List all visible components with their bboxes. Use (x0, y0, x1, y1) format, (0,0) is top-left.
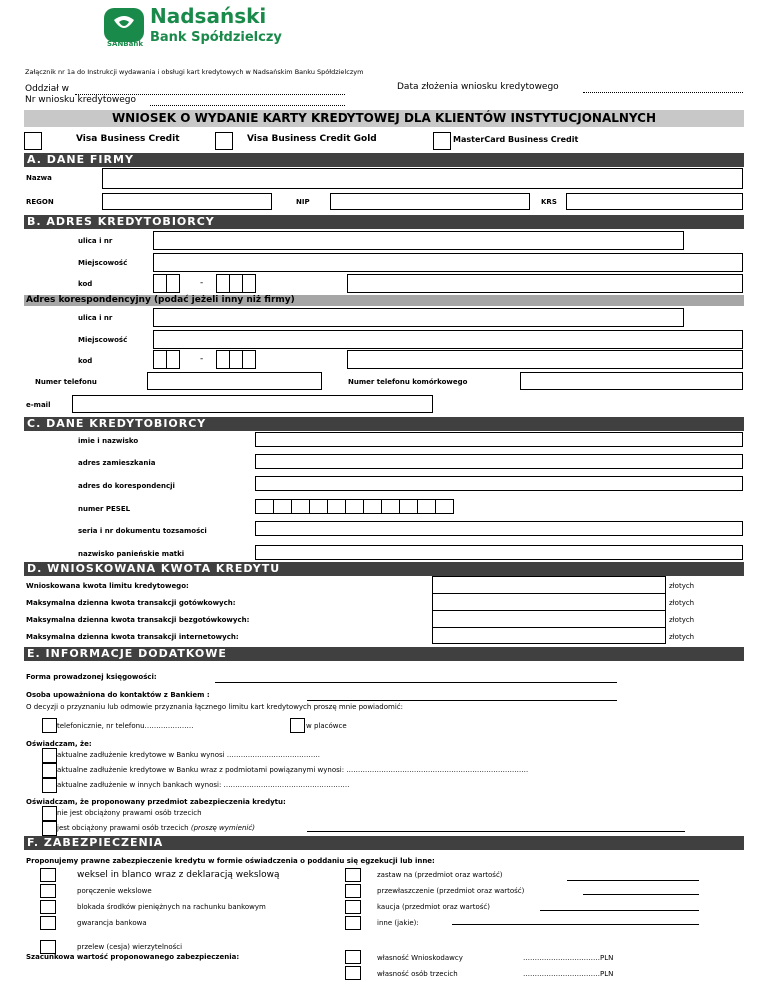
contact-person-field[interactable] (307, 700, 617, 701)
contact-person-label: Osoba upoważniona do kontaktów z Bankiem : (26, 691, 210, 699)
postal-code-digit[interactable] (229, 274, 243, 293)
collateral-checkbox-l4[interactable] (40, 916, 56, 930)
phone-input[interactable] (147, 372, 322, 390)
logo-caption: SANBank (106, 40, 143, 48)
number-label: Nr wniosku kredytowego (25, 95, 136, 105)
nip-label: NIP (296, 198, 310, 206)
internet-limit-unit: złotych (669, 633, 695, 641)
postal-code-digit[interactable] (216, 274, 230, 293)
credit-limit-label: Wnioskowana kwota limitu kredytowego: (26, 582, 189, 590)
pesel-digit[interactable] (345, 499, 364, 514)
corr-postal-code-digit[interactable] (229, 350, 243, 369)
declare-item-2: aktualne zadłużenie kredytowe w Banku wraz z podmiotami powiązanymi wynosi: …………………………………………………………………… (57, 766, 529, 774)
cash-limit-label: Maksymalna dzienna kwota transakcji gotówkowych: (26, 599, 236, 607)
number-field[interactable] (150, 105, 345, 106)
section-f-header: F. ZABEZPIECZENIA (24, 836, 744, 850)
declare-checkbox-1[interactable] (42, 748, 57, 763)
accounting-label: Forma prowadzonej księgowości: (26, 673, 157, 681)
corr-postal-code-digit[interactable] (166, 350, 180, 369)
cession-label: przelew (cesja) wierzytelności (77, 943, 183, 951)
collateral-checkbox-cession[interactable] (40, 940, 56, 954)
collateral-checkbox-l1[interactable] (40, 868, 56, 882)
owner-checkbox-2[interactable] (345, 966, 361, 980)
collateral-right-4: inne (jakie): (377, 919, 419, 927)
cashless-limit-unit: złotych (669, 616, 695, 624)
name-label: Nazwa (26, 174, 52, 182)
corr-city-input[interactable] (153, 330, 743, 349)
postal-code-digit[interactable] (153, 274, 167, 293)
corr-postal-code-dash: - (200, 354, 204, 364)
declare-checkbox-3[interactable] (42, 778, 57, 793)
mobile-input[interactable] (520, 372, 743, 390)
owner-third-party-value[interactable]: ……………………………PLN (523, 970, 614, 978)
collateral-intro: Proponujemy prawne zabezpieczenie kredytu w formie oświadczenia o poddaniu się egzekucji lub inne: (26, 857, 435, 865)
pesel-digit[interactable] (399, 499, 418, 514)
phone-label: Numer telefonu (35, 378, 97, 386)
security-label: Oświadczam, że proponowany przedmiot zabezpieczenia kredytu: (26, 798, 286, 806)
full-name-input[interactable] (255, 432, 743, 447)
code-label: kod (78, 280, 93, 288)
email-label: e-mail (26, 401, 51, 409)
card-type-label-1: Visa Business Credit (76, 134, 180, 144)
collateral-right-1: zastaw na (przedmiot oraz wartość) (377, 871, 503, 879)
home-address-input[interactable] (255, 454, 743, 469)
corr-postal-code-digit[interactable] (153, 350, 167, 369)
email-input[interactable] (72, 395, 433, 413)
pesel-digit[interactable] (381, 499, 400, 514)
mother-maiden-name-label: nazwisko panieńskie matki (78, 550, 185, 558)
corr-postal-code-digit[interactable] (242, 350, 256, 369)
collateral-left-2: poręczenie wekslowe (77, 887, 152, 895)
correspondence-address-header: Adres korespondencyjny (podać jeżeli inny niż firmy) (24, 295, 744, 306)
postal-code-dash: - (200, 278, 204, 288)
estimate-label: Szacunkowa wartość proponowanego zabezpieczenia: (26, 953, 240, 961)
owner-applicant-value[interactable]: ……………………………PLN (523, 954, 614, 962)
declare-label: Oświadczam, że: (26, 740, 92, 748)
security-item-2-text: jest obciążony prawami osób trzecich (57, 824, 189, 832)
collateral-left-4: gwarancja bankowa (77, 919, 147, 927)
internet-limit-label: Maksymalna dzienna kwota transakcji internetowych: (26, 633, 239, 641)
collateral-right-4-field[interactable] (452, 924, 699, 925)
notify-branch-label: w placówce (306, 722, 347, 730)
corr-street-input[interactable] (153, 308, 684, 327)
mobile-label: Numer telefonu komórkowego (348, 378, 468, 386)
cashless-limit-label: Maksymalna dzienna kwota transakcji bezgotówkowych: (26, 616, 250, 624)
date-field[interactable] (583, 92, 743, 93)
security-checkbox-2[interactable] (42, 821, 57, 836)
notify-text: O decyzji o przyznaniu lub odmowie przyznania łącznego limitu kart kredytowych proszę mnie powiadomić: (26, 703, 403, 711)
pesel-digit[interactable] (417, 499, 436, 514)
city-input[interactable] (153, 253, 743, 272)
home-address-label: adres zamieszkania (78, 459, 156, 467)
form-title-text: WNIOSEK O WYDANIE KARTY KREDYTOWEJ DLA KLIENTÓW INSTYTUCJONALNYCH (111, 111, 657, 125)
security-details-field[interactable] (307, 831, 685, 832)
krs-input[interactable] (566, 193, 743, 210)
section-c-header: C. DANE KREDYTOBIORCY (24, 417, 744, 431)
card-type-label-3: MasterCard Business Credit (453, 135, 579, 144)
pesel-label: numer PESEL (78, 505, 131, 513)
street-label: ulica i nr (78, 237, 113, 245)
attachment-note: Załącznik nr 1a do Instrukcji wydawania i obsługi kart kredytowych w Nadsańskim Banku Spółdzielczym (25, 68, 364, 76)
section-b-header: B. ADRES KREDYTOBIORCY (24, 215, 744, 229)
owner-third-party-label: własność osób trzecich (377, 970, 458, 978)
mother-maiden-name-input[interactable] (255, 545, 743, 560)
nip-input[interactable] (330, 193, 530, 210)
branch-label: Oddział w (25, 84, 70, 94)
credit-limit-unit: złotych (669, 582, 695, 590)
full-name-label: imie i nazwisko (78, 437, 139, 445)
postal-code-digit[interactable] (166, 274, 180, 293)
collateral-left-3: blokada środków pieniężnych na rachunku bankowym (77, 903, 266, 911)
collateral-checkbox-l2[interactable] (40, 884, 56, 898)
declare-item-1: aktualne zadłużenie kredytowe w Banku wynosi …………………………………. (57, 751, 321, 759)
card-type-checkbox-1[interactable] (24, 132, 42, 150)
company-name-input[interactable] (102, 168, 743, 189)
regon-label: REGON (26, 198, 54, 206)
collateral-right-2-field[interactable] (583, 894, 699, 895)
owner-applicant-label: własność Wnioskodawcy (377, 954, 463, 962)
owner-checkbox-1[interactable] (345, 950, 361, 964)
security-item-2 (57, 824, 255, 832)
pesel-digit[interactable] (273, 499, 292, 514)
collateral-checkbox-l3[interactable] (40, 900, 56, 914)
card-type-label-2: Visa Business Credit Gold (247, 134, 377, 144)
id-document-label: seria i nr dokumentu tozsamości (78, 527, 207, 535)
pesel-digit[interactable] (291, 499, 310, 514)
corr-address-label: adres do korespondencji (78, 482, 175, 490)
pesel-digit[interactable] (327, 499, 346, 514)
postal-code-digit[interactable] (242, 274, 256, 293)
corr-post-office-input[interactable] (347, 350, 743, 369)
section-a-header: A. DANE FIRMY (24, 153, 744, 167)
cash-limit-unit: złotych (669, 599, 695, 607)
pesel-digit[interactable] (363, 499, 382, 514)
accounting-field[interactable] (215, 682, 617, 683)
notify-branch-checkbox[interactable] (290, 718, 305, 733)
declare-checkbox-2[interactable] (42, 763, 57, 778)
date-label: Data złożenia wniosku kredytowego (397, 82, 559, 92)
pesel-digit[interactable] (435, 499, 454, 514)
collateral-checkbox-r4[interactable] (345, 916, 361, 930)
corr-address-input[interactable] (255, 476, 743, 491)
security-item-1: nie jest obciążony prawami osób trzecich (57, 809, 202, 817)
pesel-input[interactable] (255, 499, 455, 514)
collateral-checkbox-r2[interactable] (345, 884, 361, 898)
collateral-right-3-field[interactable] (540, 910, 699, 911)
card-type-checkbox-2[interactable] (215, 132, 233, 150)
notify-phone-label: telefonicznie, nr telefonu………………… (57, 722, 194, 730)
id-document-input[interactable] (255, 521, 743, 536)
security-item-2-note: (proszę wymienić) (190, 824, 255, 832)
post-office-input[interactable] (347, 274, 743, 293)
corr-street-label: ulica i nr (78, 314, 113, 322)
collateral-checkbox-r3[interactable] (345, 900, 361, 914)
collateral-right-3: kaucja (przedmiot oraz wartość) (377, 903, 490, 911)
regon-input[interactable] (102, 193, 272, 210)
street-input[interactable] (153, 231, 684, 250)
corr-postal-code-digit[interactable] (216, 350, 230, 369)
corr-code-label: kod (78, 357, 93, 365)
declare-item-3: aktualne zadłużenie w innych bankach wynosi: ……………………………………………… (57, 781, 350, 789)
bank-name-line2: Bank Spółdzielczy (150, 30, 282, 45)
form-title (24, 110, 744, 127)
city-label: Miejscowość (78, 259, 128, 267)
pesel-digit[interactable] (255, 499, 274, 514)
collateral-checkbox-r1[interactable] (345, 868, 361, 882)
krs-label: KRS (541, 198, 557, 206)
bank-name-line1: Nadsański (150, 4, 267, 28)
card-type-checkbox-3[interactable] (433, 132, 451, 150)
corr-city-label: Miejscowość (78, 336, 128, 344)
security-checkbox-1[interactable] (42, 806, 57, 821)
collateral-right-1-field[interactable] (567, 880, 699, 881)
section-e-header: E. INFORMACJE DODATKOWE (24, 647, 744, 661)
notify-phone-checkbox[interactable] (42, 718, 57, 733)
collateral-right-2: przewłaszczenie (przedmiot oraz wartość) (377, 887, 525, 895)
collateral-left-1: weksel in blanco wraz z deklaracją wekslową (77, 870, 280, 880)
pesel-digit[interactable] (309, 499, 328, 514)
section-d-header: D. WNIOSKOWANA KWOTA KREDYTU (24, 562, 744, 576)
